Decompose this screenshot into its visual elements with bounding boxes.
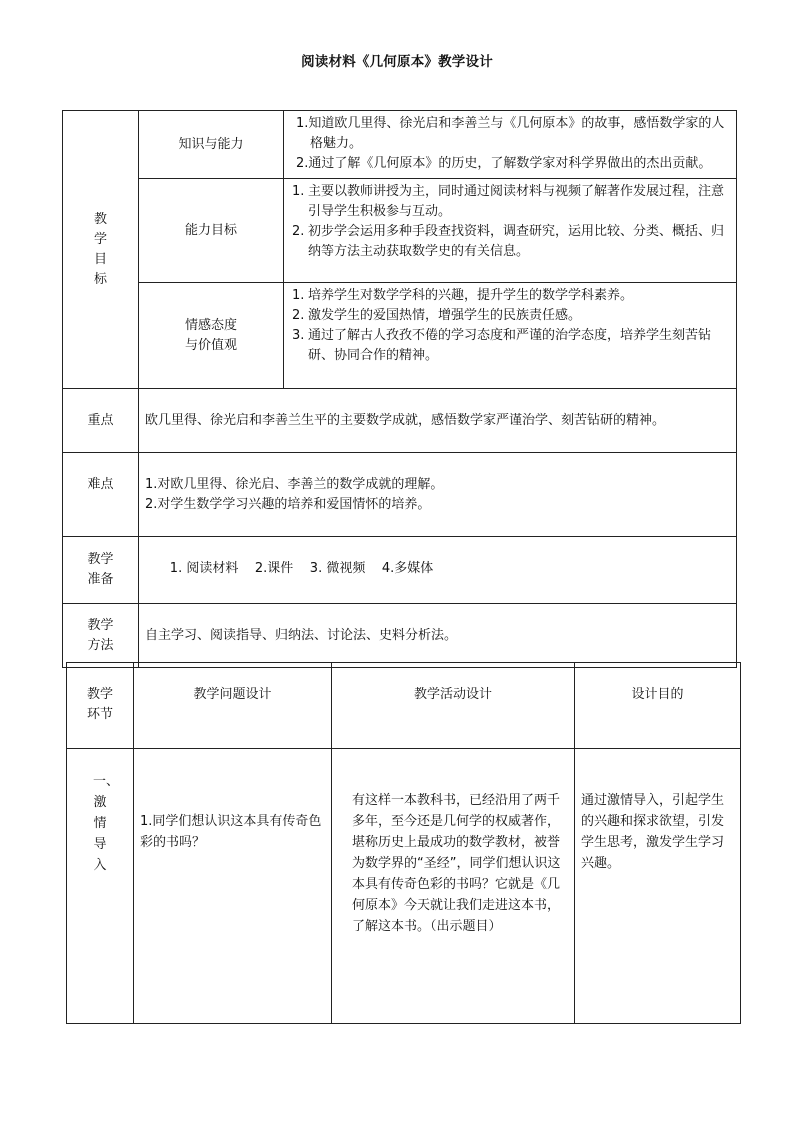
key-points-text: 欧几里得、徐光启和李善兰生平的主要数学成就，感悟数学家严谨治学、刻苦钻研的精神。 [145, 412, 666, 428]
goals-header: 教学目标 [93, 211, 107, 287]
preparation-label-line1: 教学 [87, 552, 114, 567]
key-points-label-cell [63, 389, 139, 453]
purpose-text: 通过激情导入，引起学生的兴趣和探求欲望，引发学生思考，激发学生学习兴趣。 [581, 793, 725, 871]
ability-content [284, 179, 737, 283]
methods-label-line2: 方法 [87, 637, 114, 653]
ability-label: 能力目标 [184, 222, 237, 238]
key-points-label: 重点 [87, 412, 114, 428]
methods-text: 自主学习、阅读指导、归纳法、讨论法、史料分析法。 [145, 627, 458, 643]
stage-header-line2: 环节 [86, 707, 113, 722]
objectives-table [62, 110, 737, 668]
question-header-cell [134, 663, 332, 749]
list-item: 1. 培养学生对数学学科的兴趣，提升学生的数学学科素养。 [292, 288, 634, 303]
purpose-header: 设计目的 [631, 687, 684, 702]
knowledge-item: 2.通过了解《几何原本》的历史，了解数学家对科学界做出的杰出贡献。 [296, 156, 712, 171]
list-item: 3. 通过了解古人孜孜不倦的学习态度和严谨的治学态度，培养学生刻苦钻研、协同合作的精神。 [292, 328, 712, 363]
list-item: 2. 初步学会运用多种手段查找资料，调查研究，运用比较、分类、概括、归纳等方法主动获取数学史的有关信息。 [292, 224, 725, 259]
preparation-content [139, 537, 737, 604]
process-table [66, 662, 741, 1024]
difficulties-content [139, 453, 737, 537]
emotion-label-line1: 情感态度 [184, 317, 237, 333]
preparation-text: 1. 阅读材料 2.课件 3. 微视频 4.多媒体 [169, 561, 434, 576]
ability-label-cell [139, 179, 284, 283]
difficulty-item: 1.对欧几里得、徐光启、李善兰的数学成就的理解。 [145, 477, 444, 492]
knowledge-label-cell [139, 111, 284, 179]
activity-cell [332, 749, 575, 1024]
activity-text: 有这样一本教科书，已经沿用了两千多年，至今还是几何学的权威著作，堪称历史上最成功的数学教材，被誉为数学界的“圣经”，同学们想认识这本具有传奇色彩的书吗？它就是《几何原本》今天就让我们走进这本书，了解这本书。（出示题目） [352, 793, 561, 934]
list-item: 2. 激发学生的爱国热情，增强学生的民族责任感。 [292, 308, 582, 323]
question-text: 1.同学们想认识这本具有传奇色彩的书吗？ [140, 814, 322, 850]
key-points-content [139, 389, 737, 453]
methods-label-cell [63, 604, 139, 668]
page-title: 阅读材料《几何原本》教学设计 [301, 54, 493, 70]
knowledge-label: 知识与能力 [178, 136, 244, 152]
question-header: 教学问题设计 [193, 687, 272, 702]
methods-content [139, 604, 737, 668]
emotion-label-cell [139, 283, 284, 389]
preparation-label-line2: 准备 [87, 572, 114, 587]
stage-text: 一、激情导入 [93, 774, 120, 873]
methods-label-line1: 教学 [87, 617, 114, 633]
emotion-content [284, 283, 737, 389]
list-item: 1. 主要以教师讲授为主，同时通过阅读材料与视频了解著作发展过程，注意引导学生积极参与互动。 [292, 184, 725, 219]
stage-cell [67, 749, 134, 1024]
emotion-label-line2: 与价值观 [184, 337, 237, 353]
preparation-label-cell [63, 537, 139, 604]
knowledge-content [284, 111, 737, 179]
stage-header-cell [67, 663, 134, 749]
question-cell [134, 749, 332, 1024]
knowledge-item: 1.知道欧几里得、徐光启和李善兰与《几何原本》的故事，感悟数学家的人格魅力。 [296, 116, 725, 151]
stage-header-line1: 教学 [86, 687, 113, 702]
difficulties-label: 难点 [87, 477, 114, 492]
activity-header: 教学活动设计 [413, 687, 492, 702]
purpose-header-cell [575, 663, 741, 749]
difficulties-label-cell [63, 453, 139, 537]
difficulty-item: 2.对学生数学学习兴趣的培养和爱国情怀的培养。 [145, 497, 431, 512]
activity-header-cell [332, 663, 575, 749]
goals-header-cell [63, 111, 139, 389]
purpose-cell [575, 749, 741, 1024]
